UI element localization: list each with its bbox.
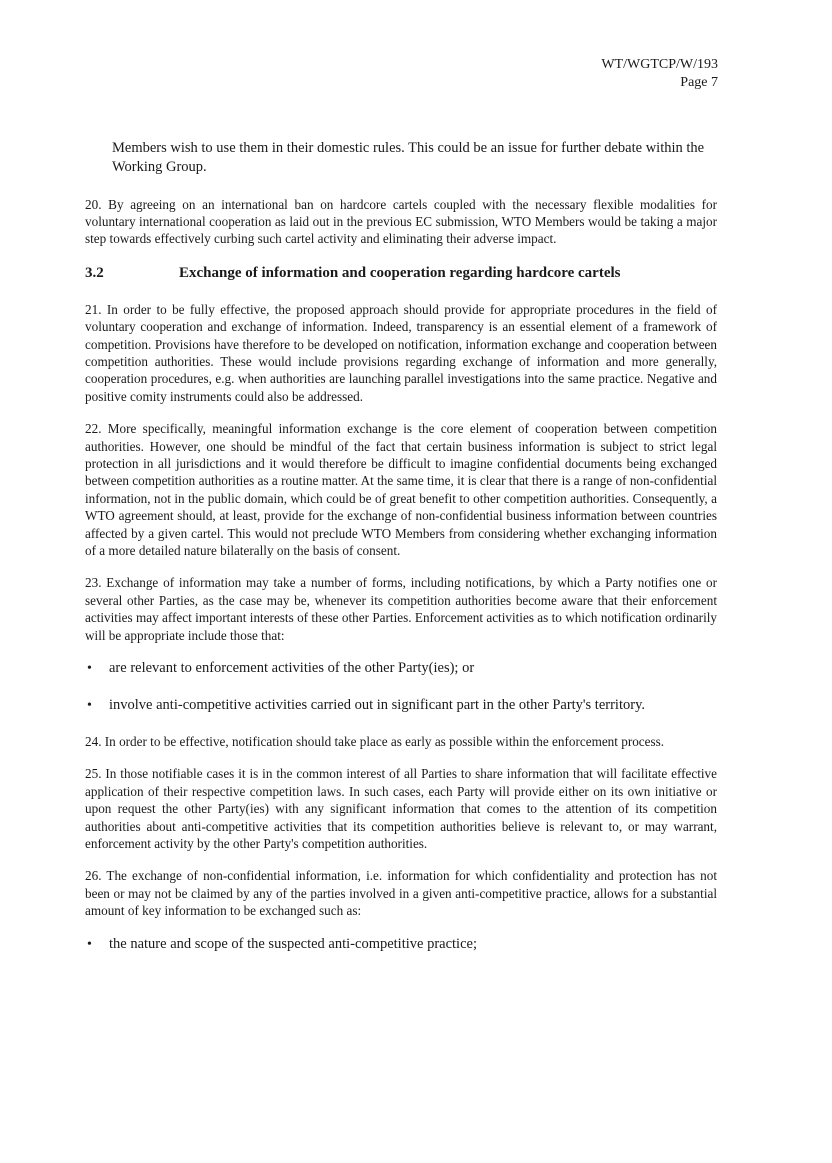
paragraph-24: 24. In order to be effective, notification should take place as early as possible within the enforcement process. <box>85 734 665 750</box>
bullet-icon: • <box>87 661 92 677</box>
list-item <box>85 659 717 678</box>
list-item <box>85 696 717 715</box>
bullet-list-26 <box>85 935 717 954</box>
bullet-icon: • <box>87 936 92 952</box>
document-body <box>85 124 717 972</box>
list-item <box>85 935 717 954</box>
section-title: Exchange of information and cooperation regarding hardcore cartels <box>179 264 621 281</box>
bullet-icon: • <box>87 698 92 714</box>
bullet-list-23 <box>85 659 717 715</box>
paragraph-22: 22. More specifically, meaningful information exchange is the core element of cooperation between competition authorities. However, one should be mindful of the fact that certain business information is subject to strict legal protection in all jurisdictions and it would therefore be difficult to imagine confidential documents being exchanged between competition authorities as a routine matter. At the same time, it is clear that there is a range of non-confidential information, not in the public domain, which could be of great benefit to other competition authorities. Consequently, a WTO agreement should, at least, provide for the exchange of non-confidential business information between countries affected by a given cartel. This would not preclude WTO Members from considering whether exchanging information of a more detailed nature bilaterally on the basis of consent. <box>85 421 717 558</box>
page-header <box>601 56 718 92</box>
paragraph-21: 21. In order to be fully effective, the proposed approach should provide for appropriate procedures in the field of voluntary cooperation and exchange of information. Indeed, transparency is an essential element of a framework of competition. Provisions have therefore to be developed on notification, information exchange and cooperation between competition authorities. These would include provisions regarding exchange of information and more generally, cooperation procedures, e.g. when authorities are launching parallel investigations into the same practice. Negative and positive comity instruments could also be addressed. <box>85 301 717 404</box>
list-item-text: the nature and scope of the suspected anti-competitive practice; <box>109 935 477 952</box>
section-heading <box>85 263 717 283</box>
paragraph-26: 26. The exchange of non-confidential information, i.e. information for which confidentiality and protection has not been or may not be claimed by any of the parties involved in a given anti-competitive practice, allows for a substantial amount of key information to be exchanged such as: <box>85 868 717 919</box>
document-symbol: WT/WGTCP/W/193 <box>601 57 718 72</box>
paragraph-20: 20. By agreeing on an international ban on hardcore cartels coupled with the necessary flexible modalities for voluntary international cooperation as laid out in the previous EC submission, WTO Members would be taking a major step towards effectively curbing such cartel activity and eliminating their adverse impact. <box>85 196 717 247</box>
page-number: Page 7 <box>680 75 718 90</box>
list-item-text: are relevant to enforcement activities of the other Party(ies); or <box>109 660 475 677</box>
section-number: 3.2 <box>85 264 104 281</box>
paragraph-23: 23. Exchange of information may take a number of forms, including notifications, by which a Party notifies one or several other Parties, as the case may be, whenever its competition authorities become aware that their enforcement activities may affect important interests of these other Parties. Enforcement activities as to which notification ordinarily will be appropriate include those that: <box>85 575 717 643</box>
list-item-text: involve anti-competitive activities carried out in significant part in the other Party's territory. <box>109 697 645 714</box>
paragraph-25: 25. In those notifiable cases it is in the common interest of all Parties to share information that will facilitate effective application of their respective competition laws. In such cases, each Party will provide either on its own initiative or upon request the other Party(ies) with any significant information that comes to the attention of its competition authorities about anti-competitive activities that its competition authorities believe is relevant to, or may warrant, enforcement activity by the other Party's competition authorities. <box>85 766 717 852</box>
continuation-text: Members wish to use them in their domestic rules. This could be an issue for further debate within the Working Group. <box>112 139 705 175</box>
